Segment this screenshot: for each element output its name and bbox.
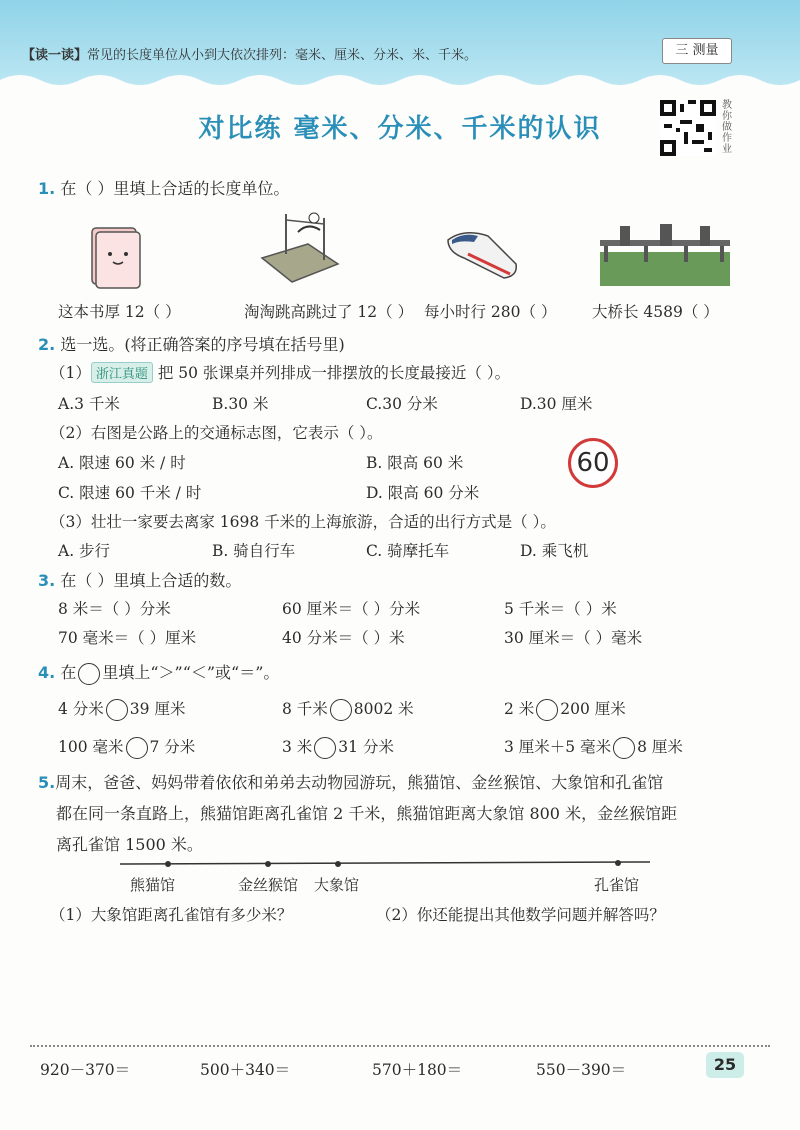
qr-caption: 教你做作业 bbox=[722, 100, 732, 155]
tip-text: 常见的长度单位从小到大依次排列：毫米、厘米、分米、米、千米。 bbox=[87, 48, 478, 63]
compare-circle[interactable] bbox=[314, 737, 336, 759]
q2-s3-opt-d[interactable]: D. 乘飞机 bbox=[520, 542, 589, 560]
q3-r1-c2[interactable]: 60 厘米＝（ ）分米 bbox=[282, 600, 421, 618]
q5-line3: 离孔雀馆 1500 米。 bbox=[56, 835, 203, 854]
q4-right: 200 厘米 bbox=[560, 700, 626, 718]
compare-circle[interactable] bbox=[106, 699, 128, 721]
q1-number: 1. bbox=[38, 179, 56, 198]
elephant-dot bbox=[335, 861, 341, 867]
compare-circle[interactable] bbox=[613, 737, 635, 759]
q2-s1-opt-d[interactable]: D.30 厘米 bbox=[520, 395, 593, 413]
train-icon bbox=[444, 224, 520, 284]
q2-s3-opt-b[interactable]: B. 骑自行车 bbox=[212, 542, 296, 560]
calc-2[interactable]: 500＋340＝ bbox=[200, 1061, 291, 1079]
banner-wave bbox=[0, 70, 800, 100]
qr-code-icon[interactable] bbox=[660, 100, 716, 156]
q1-stem bbox=[38, 176, 289, 199]
q5-line2: 都在同一条直路上，熊猫馆距离孔雀馆 2 千米，熊猫馆距离大象馆 800 米，金丝猴馆距 bbox=[56, 804, 678, 823]
exam-tag: 浙江真题 bbox=[91, 362, 153, 383]
q4-left: 4 分米 bbox=[58, 700, 104, 718]
q4-r1-c1 bbox=[58, 697, 185, 721]
q5-sub1[interactable]: （1）大象馆距离孔雀馆有多少米？ bbox=[50, 906, 293, 924]
q4-left: 3 米 bbox=[282, 738, 313, 756]
q3-number: 3. bbox=[38, 571, 56, 590]
unit-tag: 三 测量 bbox=[662, 38, 732, 64]
q5-line1 bbox=[38, 770, 663, 793]
q4-right: 8 厘米 bbox=[637, 738, 683, 756]
q3-text: 在（ ）里填上合适的数。 bbox=[60, 571, 242, 590]
q4-r2-c2 bbox=[282, 735, 394, 759]
q2-s1-opt-b[interactable]: B.30 米 bbox=[212, 395, 269, 413]
q4-left: 2 米 bbox=[504, 700, 535, 718]
tip-label: 【读一读】 bbox=[22, 48, 88, 63]
road-diagram bbox=[120, 854, 660, 874]
q4-r1-c3 bbox=[504, 697, 626, 721]
q4-r1-c2 bbox=[282, 697, 414, 721]
compare-circle[interactable] bbox=[126, 737, 148, 759]
q4-left: 100 毫米 bbox=[58, 738, 124, 756]
q2-s2-opt-c[interactable]: C. 限速 60 千米 / 时 bbox=[58, 484, 202, 502]
q4-right: 31 分米 bbox=[338, 738, 394, 756]
q4-right: 8002 米 bbox=[353, 700, 414, 718]
q2-s3-opt-c[interactable]: C. 骑摩托车 bbox=[366, 542, 450, 560]
q5-sub2[interactable]: （2）你还能提出其他数学问题并解答吗？ bbox=[376, 906, 665, 924]
peacock-dot bbox=[615, 860, 621, 866]
q2-s2-opt-d[interactable]: D. 限高 60 分米 bbox=[366, 484, 480, 502]
panda-dot bbox=[165, 861, 171, 867]
speed-limit-sign-icon: 60 bbox=[568, 438, 618, 488]
bridge-icon bbox=[600, 222, 730, 286]
calc-1[interactable]: 920－370＝ bbox=[40, 1061, 131, 1079]
q2-s3-opt-a[interactable]: A. 步行 bbox=[58, 542, 111, 560]
q4-right: 7 分米 bbox=[149, 738, 196, 756]
q3-r1-c1[interactable]: 8 米＝（ ）分米 bbox=[58, 600, 171, 618]
q2-sub2-text[interactable]: （2）右图是公路上的交通标志图，它表示（ ）。 bbox=[50, 424, 383, 442]
page-title: 对比练 毫米、分米、千米的认识 bbox=[198, 114, 602, 144]
label-elephant: 大象馆 bbox=[314, 876, 360, 894]
reading-tip bbox=[22, 44, 477, 63]
q2-sub1-prefix: （1） bbox=[50, 364, 91, 382]
q4-r2-c3 bbox=[504, 735, 683, 759]
compare-circle[interactable] bbox=[536, 699, 558, 721]
monkey-dot bbox=[265, 861, 271, 867]
label-peacock: 孔雀馆 bbox=[594, 876, 640, 894]
q1-item-4[interactable]: 大桥长 4589（ ） bbox=[592, 303, 719, 321]
calc-3[interactable]: 570＋180＝ bbox=[372, 1061, 463, 1079]
q2-s2-opt-a[interactable]: A. 限速 60 米 / 时 bbox=[58, 454, 186, 472]
q2-number: 2. bbox=[38, 335, 56, 354]
q2-s1-opt-c[interactable]: C.30 分米 bbox=[366, 395, 438, 413]
q4-right: 39 厘米 bbox=[129, 700, 186, 718]
high-jump-icon bbox=[258, 208, 342, 288]
q4-text-b: 里填上“＞”“＜”或“＝”。 bbox=[102, 663, 280, 682]
q4-left: 3 厘米＋5 毫米 bbox=[504, 738, 612, 756]
q5-number: 5. bbox=[38, 773, 56, 792]
q4-number: 4. bbox=[38, 663, 56, 682]
q1-item-1[interactable]: 这本书厚 12（ ） bbox=[58, 303, 181, 321]
q3-stem bbox=[38, 568, 241, 591]
compare-circle[interactable] bbox=[330, 699, 352, 721]
q2-sub1 bbox=[50, 361, 510, 383]
q5-text-1: 周末，爸爸、妈妈带着依依和弟弟去动物园游玩，熊猫馆、金丝猴馆、大象馆和孔雀馆 bbox=[55, 773, 664, 792]
circle-icon bbox=[78, 663, 100, 685]
q1-item-3[interactable]: 每小时行 280（ ） bbox=[424, 303, 557, 321]
label-monkey: 金丝猴馆 bbox=[238, 876, 299, 894]
book-icon bbox=[86, 224, 146, 290]
footer-divider bbox=[30, 1045, 770, 1047]
q2-sub1-text[interactable]: 把 50 张课桌并列排成一排摆放的长度最接近（ ）。 bbox=[157, 364, 511, 382]
page-number: 25 bbox=[706, 1052, 744, 1078]
q1-text: 在（ ）里填上合适的长度单位。 bbox=[60, 179, 290, 198]
q2-s2-opt-b[interactable]: B. 限高 60 米 bbox=[366, 454, 464, 472]
q4-r2-c1 bbox=[58, 735, 195, 759]
q3-r1-c3[interactable]: 5 千米＝（ ）米 bbox=[504, 600, 617, 618]
q3-r2-c2[interactable]: 40 分米＝（ ）米 bbox=[282, 629, 405, 647]
q2-stem bbox=[38, 332, 345, 355]
q4-left: 8 千米 bbox=[282, 700, 328, 718]
label-panda: 熊猫馆 bbox=[130, 876, 176, 894]
q2-sub3-text[interactable]: （3）壮壮一家要去离家 1698 千米的上海旅游，合适的出行方式是（ ）。 bbox=[50, 513, 556, 531]
q3-r2-c1[interactable]: 70 毫米＝（ ）厘米 bbox=[58, 629, 197, 647]
q4-text-a: 在 bbox=[60, 663, 77, 682]
calc-4[interactable]: 550－390＝ bbox=[536, 1061, 627, 1079]
q2-s1-opt-a[interactable]: A.3 千米 bbox=[58, 395, 120, 413]
q1-item-2[interactable]: 淘淘跳高跳过了 12（ ） bbox=[244, 303, 414, 321]
q3-r2-c3[interactable]: 30 厘米＝（ ）毫米 bbox=[504, 629, 643, 647]
q2-text: 选一选。(将正确答案的序号填在括号里) bbox=[60, 335, 345, 354]
q4-stem bbox=[38, 660, 279, 685]
